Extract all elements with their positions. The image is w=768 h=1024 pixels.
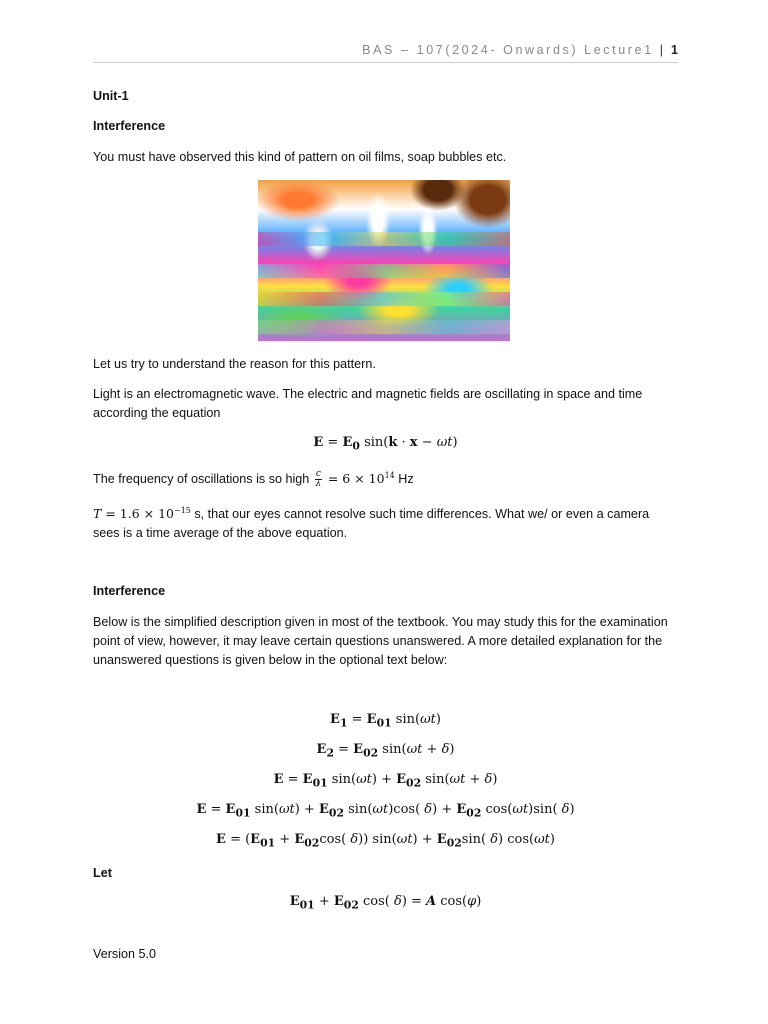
page-number: 1 xyxy=(671,43,678,57)
c-over-lambda-fraction: $\frac{c}{\lambda}$ xyxy=(315,469,322,490)
section-heading-interference: Interference xyxy=(93,119,166,133)
reason-paragraph: Let us try to understand the reason for this pattern. xyxy=(93,357,376,371)
equation-e1: $E_1 = E_{01}$ sin(ωt) xyxy=(330,712,441,730)
oil-film-interference-photo xyxy=(258,180,510,341)
equation-let: $E_{01} + E_{02}$ cos( δ) = A cos(φ) xyxy=(289,894,482,912)
wave-equation: $E = E_0$ sin(k · x − ωt) xyxy=(313,435,458,453)
equation-e2: $E_2 = E_{02}$ sin(ωt + δ) xyxy=(316,742,455,760)
header-title: BAS – 107(2024- Onwards) Lecture1 xyxy=(362,43,654,57)
description-paragraph: Below is the simplified description given in most of the textbook. You may study this for the examination point of view, however, it may leave certain questions unanswered. A more detailed explanation for the unanswered questions is given below in the optional text below: xyxy=(93,615,668,667)
period-paragraph: $T = 1.6 \times 10^{-15}$ s, that our eyes cannot resolve such time differences. What we/ or even a camera sees is a time average of the above equation. xyxy=(93,506,650,541)
light-paragraph: Light is an electromagnetic wave. The electric and magnetic fields are oscillating in space and time according the equation xyxy=(93,387,643,420)
unit-heading: Unit-1 xyxy=(93,89,129,103)
section-heading-interference-2: Interference xyxy=(93,584,166,598)
equation-expanded: $E = E_{01}$ $\sin(\omega t) + E_{02}$ sin(ωt)cos( $\delta) + E_{02}$ cos(ωt)sin( δ) xyxy=(196,802,575,820)
equation-grouped: $E = (E_{01} + E_{02}\cos$( δ)) $\sin(\omega t) + E_{02}\sin$( δ) cos(ωt) xyxy=(216,832,555,850)
header-separator: | xyxy=(659,43,663,57)
footer-version: Version 5.0 xyxy=(93,947,157,961)
page-header xyxy=(93,42,678,63)
intro-paragraph: You must have observed this kind of pattern on oil films, soap bubbles etc. xyxy=(93,150,507,164)
frequency-paragraph: The frequency of oscillations is so high $\frac{c}{\lambda}$ = $6 \times 10^{14}$ Hz xyxy=(93,469,414,490)
equation-sum: $E = E_{01}$ $\sin(\omega t) + E_{02}$ sin(ωt + δ) xyxy=(273,772,498,790)
let-label: Let xyxy=(93,866,112,880)
